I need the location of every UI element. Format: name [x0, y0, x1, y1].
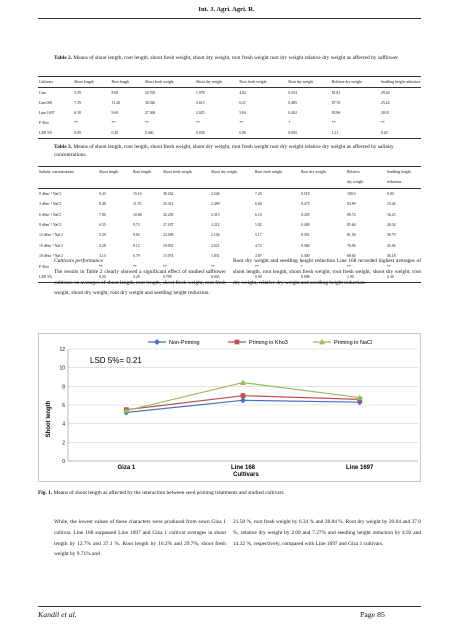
table-cell: 68.64 [347, 254, 356, 259]
footer-rule [38, 606, 421, 607]
table-cell: 0.09 [255, 275, 262, 280]
table3-col-header: Root length [133, 170, 151, 174]
table-cell: 4.28 [99, 243, 106, 248]
table-cell: 0.709 [163, 275, 172, 280]
data-point [235, 340, 240, 345]
table-row [38, 108, 421, 118]
y-tick-label: 4 [62, 421, 65, 428]
y-tick-label: 2 [62, 440, 65, 447]
legend-label: Priming in NaCl [334, 340, 373, 347]
y-tick-label: 8 [62, 384, 65, 391]
section-left-column [54, 256, 226, 299]
table2-col-header: Shoot fresh weight [144, 80, 174, 84]
table-row [38, 188, 421, 199]
table-cell: 16.25 [387, 212, 396, 217]
table-cell: * [301, 264, 303, 269]
x-tick-label: Giza 1 [117, 465, 136, 471]
footer-page [360, 610, 385, 619]
table-cell: 0.20 [380, 131, 388, 135]
table-cell: LSD 5% [39, 275, 53, 280]
table-cell: 15 dSm⁻¹ NaCl [39, 243, 63, 248]
table-cell: 4.82 [239, 91, 246, 95]
table-cell: 5.82 [255, 223, 262, 228]
table-cell: 6.10 [255, 212, 262, 217]
table-cell: 28.01 [380, 111, 390, 115]
table-cell: 56.18 [387, 254, 396, 259]
table-cell: 2.021 [211, 243, 220, 248]
table-cell: ** [74, 121, 79, 125]
table-cell: ** [255, 264, 259, 269]
table2-caption [54, 54, 418, 62]
table-cell: 10.46 [387, 202, 396, 207]
section-right-paragraph: Root dry weight and seedling height reduction Line 168 recorded highest averages of shoot length, root length, shoot fresh weight, root fresh weight, shoot dry weight, root dry weight, relative dry weight and seedling height reduction. [233, 258, 421, 286]
table-cell: 6.58 [74, 111, 81, 115]
table-cell: 0.30 [387, 275, 394, 280]
table-cell: 2.025 [195, 111, 205, 115]
table-cell: 0.408 [301, 223, 310, 228]
y-tick-label: 0 [62, 459, 65, 465]
table-cell: 24.700 [144, 91, 156, 95]
table-cell: Gizo [39, 91, 47, 95]
table-cell: 0.043 [211, 275, 220, 280]
table3-col-header: Shoot fresh weight [163, 170, 192, 174]
table2-col-header: Relative dry weight [331, 80, 362, 84]
table-cell: 0.29 [133, 275, 140, 280]
table-cell: 100.0 [347, 191, 356, 196]
table-cell: 89.74 [347, 212, 356, 217]
table3-caption [54, 143, 418, 160]
table-cell: 27.187 [163, 223, 174, 228]
table-cell: 0.475 [301, 202, 310, 207]
table-cell: 4.72 [255, 243, 262, 248]
table2-label: Table 2. [54, 55, 73, 61]
x-axis-label: Cultivars [233, 472, 259, 478]
table-row [38, 220, 421, 230]
table-cell: 9.02 [133, 233, 140, 238]
table3-col-subheader [38, 177, 98, 188]
table-cell: 81.81 [331, 91, 341, 95]
table3-col-header: Salinity concentrations [39, 170, 74, 174]
table-cell: ** [347, 264, 351, 269]
table2-col-header: Root fresh weight [239, 80, 267, 84]
table-cell: 0.485 [288, 101, 297, 105]
table-cell: 3.14 [99, 254, 106, 259]
table-cell: 5.17 [255, 233, 262, 238]
table-cell: ** [380, 121, 385, 125]
table-cell: 8.12 [133, 243, 140, 248]
table-cell: 38.70 [387, 233, 396, 238]
table2-header-row [38, 77, 421, 88]
table-cell: 0.435 [301, 212, 310, 217]
table-cell: ** [211, 264, 215, 269]
data-point [241, 393, 246, 398]
section-left-paragraph: The results in Table 2 clearly showed a significant effect of studied safflower cultivars on averages of shoot length, root length, shoot fresh weight, root fresh weight, shoot dry weight, root dry weight and seedling height reduction. [54, 268, 226, 297]
table3-col-subheader [210, 177, 254, 188]
table-cell: ** [387, 264, 391, 269]
table-cell: Line168 [39, 101, 52, 105]
table2-caption-text: Means of shoot length, root length, shoot fresh weight, shoot dry weight, root fresh weight root dry weight relative dry weight as affected by safflower. [72, 55, 400, 61]
table-cell: 0.391 [301, 233, 310, 238]
table-row [38, 199, 421, 209]
table-cell: 7.86 [99, 212, 106, 217]
table-cell: 7.20 [255, 191, 262, 196]
table-cell: 5.29 [99, 233, 106, 238]
table-cell: 2.104 [211, 233, 220, 238]
table-cell: 1.831 [211, 254, 220, 259]
table-cell: ** [331, 121, 336, 125]
table3-col-subheader [254, 177, 300, 188]
table-cell: 85.64 [347, 223, 356, 228]
table-cell: 23.509 [163, 233, 174, 238]
table-cell: 9.69 [111, 111, 119, 115]
table3-header-row [38, 167, 421, 178]
table2 [38, 76, 421, 139]
table-cell: 6.79 [133, 254, 140, 259]
table-cell: ** [144, 121, 149, 125]
table3-col-subheader [98, 177, 132, 188]
table3-label: Table 3. [54, 144, 73, 150]
table-cell: F-Test [39, 121, 49, 125]
table-cell: 15.16 [133, 191, 142, 196]
table-cell: 0.00 [387, 191, 394, 196]
chart-legend [148, 339, 372, 346]
table-cell: 0.402 [288, 111, 297, 115]
table3-col-subheader [162, 177, 210, 188]
table-cell: 18 dSm⁻¹ NaCl [39, 254, 63, 259]
table-cell: 29.46 [380, 91, 390, 95]
table3-col-header: Root dry weight [301, 170, 326, 174]
table-cell: 30.026 [144, 101, 156, 105]
table-cell: 0.09 [74, 131, 81, 135]
table-cell: ** [163, 264, 167, 269]
y-tick-label: 12 [59, 347, 65, 353]
table2-col-header: Cultivars [39, 80, 53, 84]
footer-page-number: 85 [377, 610, 385, 619]
table-cell: 76.96 [347, 243, 356, 248]
table-cell: 45.06 [387, 243, 396, 248]
table-row [38, 88, 421, 99]
table-cell: ** [239, 121, 244, 125]
table-cell: 19.952 [163, 243, 174, 248]
table2-col-header: Root dry weight [288, 80, 314, 84]
table3-col-subheader: reduction [387, 180, 402, 185]
table-cell: 3 dSm⁻¹ NaCl [39, 202, 61, 207]
table-cell: 1.21 [331, 131, 339, 135]
table-cell: 2.546 [211, 191, 220, 196]
table-cell: ** [195, 121, 200, 125]
figure-label: Fig. 1. [38, 490, 53, 496]
chart-svg [38, 333, 421, 482]
table-row [38, 210, 421, 220]
table-cell: 6.55 [99, 223, 106, 228]
table-cell: 9.43 [99, 191, 106, 196]
table-cell: 0.354 [288, 91, 297, 95]
table-cell: 0.06 [239, 131, 246, 135]
table-cell: Line 1697 [39, 111, 55, 115]
table-cell: 9 dSm⁻¹ NaCl [39, 223, 61, 228]
table3-col-header: Seedling height [387, 170, 411, 174]
table-cell: 15.074 [163, 254, 174, 259]
bottom-right-paragraph: 21.58 %, root fresh weight by 6.34 % and 28.84 %. Root dry weight by 20.64 and 37.0 %, relative dry weight by 2.09 and 7.27% and seedling height reduction by 4.92 and 14.32 %, respectively, compared with Line 1697 and Giza 1 cultivars. [233, 519, 421, 547]
table-cell: ** [99, 264, 103, 269]
legend-label: Non-Priming [169, 340, 200, 347]
table-cell: 27.368 [144, 111, 156, 115]
table-cell: 6 dSm⁻¹ NaCl [39, 212, 61, 217]
figure-1-chart [38, 333, 421, 482]
table2-col-header: Shoot length [74, 80, 94, 84]
figure-caption [38, 489, 421, 497]
table3-col-header: Root fresh weight [255, 170, 283, 174]
table3-caption-text: Means of shoot length, root length, shoot fresh weight, shoot dry weight, root fresh weight root dry weight relative dry weight as affected by salinity concentrations. [54, 144, 394, 159]
table-cell: 93.89 [347, 202, 356, 207]
table-cell: 7.39 [74, 101, 81, 105]
table-cell: 0.460 [144, 131, 154, 135]
table-cell: 6.60 [255, 202, 262, 207]
table-cell: 0 dSm⁻¹ NaCl [39, 191, 61, 196]
table-cell: 35.313 [163, 202, 174, 207]
table3-header-subrow [38, 177, 421, 188]
bottom-left-paragraph: While, the lowest values of these characters were produced from sown Giza 1 cultivar. Line 168 surpassed Line 1697 and Giza 1 cultivar averages in shoot length by 12.7% and 37.1 %. Root length by 16.2% and 29.7%, shoot fresh weight by 9.71% and [54, 519, 226, 558]
table-cell: ** [133, 264, 137, 269]
table-cell: 2.315 [211, 212, 220, 217]
table-cell: 0.300 [301, 254, 310, 259]
table-cell: 1.978 [195, 91, 205, 95]
table-cell: 6.21 [239, 101, 246, 105]
lsd-annotation: LSD 5%= 0.21 [90, 356, 142, 365]
table2-col-header: Seedling height reduction [380, 80, 420, 84]
table2-col-header: Root length [111, 80, 130, 84]
legend-label: Priming in Kho3 [249, 340, 288, 347]
table2-col-header: Shoot dry weight [195, 80, 223, 84]
table-cell: 81.56 [347, 233, 356, 238]
table-cell: * [288, 121, 291, 125]
table-cell: 8.48 [99, 202, 106, 207]
table-cell: ** [111, 121, 116, 125]
table-cell: F-Test [39, 264, 49, 269]
table-cell: 11.55 [133, 202, 142, 207]
y-tick-label: 6 [62, 403, 65, 409]
table-cell: 0.360 [301, 243, 310, 248]
table3-col-subheader [132, 177, 162, 188]
table-cell: 9.73 [133, 223, 140, 228]
table-row [38, 241, 421, 251]
y-tick-label: 10 [59, 365, 65, 372]
table-row [38, 118, 421, 128]
table-cell: 12 dSm⁻¹ NaCl [39, 233, 63, 238]
y-axis-label: Shoot length [46, 400, 52, 438]
table-cell: 0.008 [301, 275, 310, 280]
table-cell: 8.68 [111, 91, 119, 95]
table-cell: 0.518 [301, 191, 310, 196]
table-cell: 28.34 [387, 223, 396, 228]
table-cell: 38.262 [163, 191, 174, 196]
journal-header: Int. J. Agri. Agri. R. [198, 6, 255, 13]
table-cell: 0.005 [288, 131, 297, 135]
x-tick-label: Line 1697 [345, 465, 374, 471]
table-cell: 5.84 [239, 111, 246, 115]
table-cell: 2.499 [211, 202, 220, 207]
figure-caption-text: Means of shoot length as affected by the interaction between seed priming treatments and studied cultivars. [52, 490, 285, 496]
table-cell: 11.26 [111, 101, 120, 105]
table-cell: 0.20 [111, 131, 119, 135]
table-cell: 5.39 [74, 91, 81, 95]
table3-col-header: Shoot dry weight [211, 170, 238, 174]
table-cell: 87.76 [331, 101, 341, 105]
table-cell: LSD 5% [39, 131, 53, 135]
table-cell: 1.90 [347, 275, 354, 280]
footer-author: Kandil et al. [38, 610, 77, 619]
table-row [38, 128, 421, 139]
table3-col-header: Shoot length [99, 170, 119, 174]
table3-col-subheader: dry weight [347, 180, 364, 185]
table-cell: 2.615 [195, 101, 205, 105]
x-tick-label: Line 168 [230, 465, 256, 471]
table-cell: 3.87 [255, 254, 262, 259]
table3-col-subheader [300, 177, 346, 188]
table-cell: 2.212 [211, 223, 220, 228]
table-cell: 0.038 [195, 131, 205, 135]
table-row [38, 230, 421, 240]
header-rule [38, 18, 421, 19]
table-cell: 0.20 [99, 275, 106, 280]
table3-col-header: Relative [347, 170, 360, 174]
table-cell: 83.96 [331, 111, 341, 115]
section-heading: Cultivars performance [54, 258, 103, 264]
footer-page-label: Page [360, 610, 376, 619]
table-cell: 32.250 [163, 212, 174, 217]
table-cell: 25.24 [380, 101, 390, 105]
table-cell: 10.68 [133, 212, 142, 217]
table-row [38, 98, 421, 108]
